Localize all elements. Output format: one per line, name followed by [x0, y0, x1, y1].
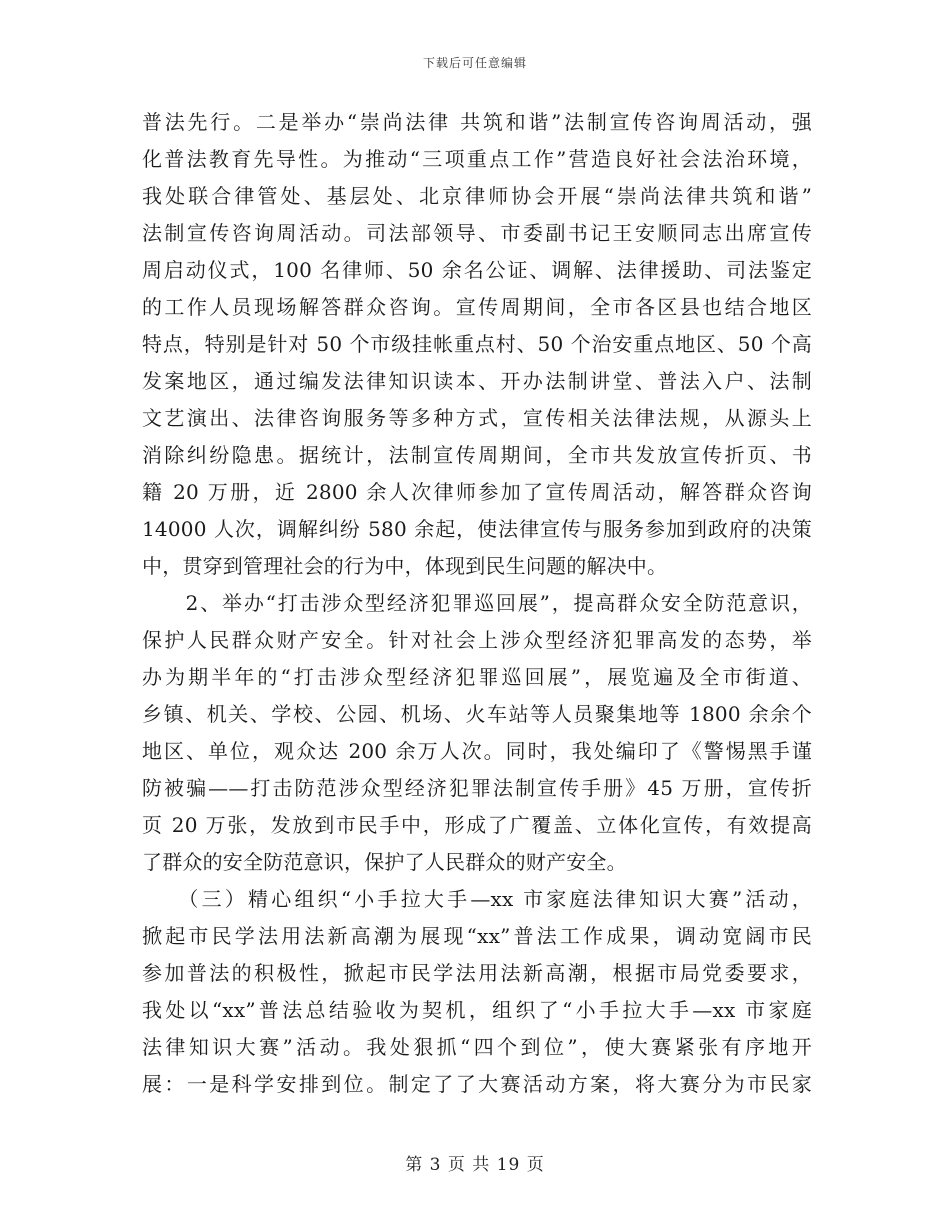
text-line: 法律知识大赛”活动。我处狠抓“四个到位”，使大赛紧张有序地开 — [142, 1035, 812, 1059]
text-line: 2、举办“打击涉众型经济犯罪巡回展”，提高群众安全防范意识， — [142, 591, 812, 615]
text-line: 我处以“xx”普法总结验收为契机，组织了“小手拉大手—xx 市家庭 — [142, 998, 812, 1022]
text-line: 周启动仪式，100 名律师、50 余名公证、调解、法律援助、司法鉴定 — [142, 258, 812, 282]
text-line: 参加普法的积极性，掀起市民学法用法新高潮，根据市局党委要求， — [142, 961, 812, 985]
text-line: 我处联合律管处、基层处、北京律师协会开展“崇尚法律共筑和谐” — [142, 184, 812, 208]
text-line: 地区、单位，观众达 200 余万人次。同时，我处编印了《警惕黑手谨 — [142, 739, 812, 763]
text-line: 普法先行。二是举办“崇尚法律 共筑和谐”法制宣传咨询周活动，强 — [142, 110, 812, 134]
text-line: 特点，特别是针对 50 个市级挂帐重点村、50 个治安重点地区、50 个高 — [142, 332, 812, 356]
text-line: 乡镇、机关、学校、公园、机场、火车站等人员聚集地等 1800 余余个 — [142, 702, 812, 726]
text-line: 办为期半年的“打击涉众型经济犯罪巡回展”，展览遍及全市街道、 — [142, 665, 812, 689]
text-line: 保护人民群众财产安全。针对社会上涉众型经济犯罪高发的态势，举 — [142, 628, 812, 652]
text-line: 14000 人次，调解纠纷 580 余起，使法律宣传与服务参加到政府的决策 — [142, 517, 812, 541]
text-line: 的工作人员现场解答群众咨询。宣传周期间，全市各区县也结合地区 — [142, 295, 812, 319]
text-line: 掀起市民学法用法新高潮为展现“xx”普法工作成果，调动宽阔市民 — [142, 924, 812, 948]
text-line: 消除纠纷隐患。据统计，法制宣传周期间，全市共发放宣传折页、书 — [142, 443, 812, 467]
text-line: 了群众的安全防范意识，保护了人民群众的财产安全。 — [142, 850, 627, 874]
text-line: 中，贯穿到管理社会的行为中，体现到民生问题的解决中。 — [142, 554, 668, 578]
text-line: 页 20 万张，发放到市民手中，形成了广覆盖、立体化宣传，有效提高 — [142, 813, 812, 837]
text-line: 防被骗——打击防范涉众型经济犯罪法制宣传手册》45 万册，宣传折 — [142, 776, 812, 800]
text-line: 化普法教育先导性。为推动“三项重点工作”营造良好社会法治环境， — [142, 147, 812, 171]
text-line: 法制宣传咨询周活动。司法部领导、市委副书记王安顺同志出席宣传 — [142, 221, 812, 245]
document-body — [142, 104, 812, 1103]
page-header: 下载后可任意编辑 — [422, 56, 527, 70]
text-line: 发案地区，通过编发法律知识读本、开办法制讲堂、普法入户、法制 — [142, 369, 812, 393]
text-line: 文艺演出、法律咨询服务等多种方式，宣传相关法律法规，从源头上 — [142, 406, 812, 430]
text-line: （三）精心组织“小手拉大手—xx 市家庭法律知识大赛”活动， — [142, 887, 812, 911]
text-line: 籍 20 万册，近 2800 余人次律师参加了宣传周活动，解答群众咨询 — [142, 480, 812, 504]
text-line: 展：一是科学安排到位。制定了了大赛活动方案，将大赛分为市民家 — [142, 1072, 812, 1096]
page-number: 第 3 页 共 19 页 — [405, 1155, 545, 1175]
